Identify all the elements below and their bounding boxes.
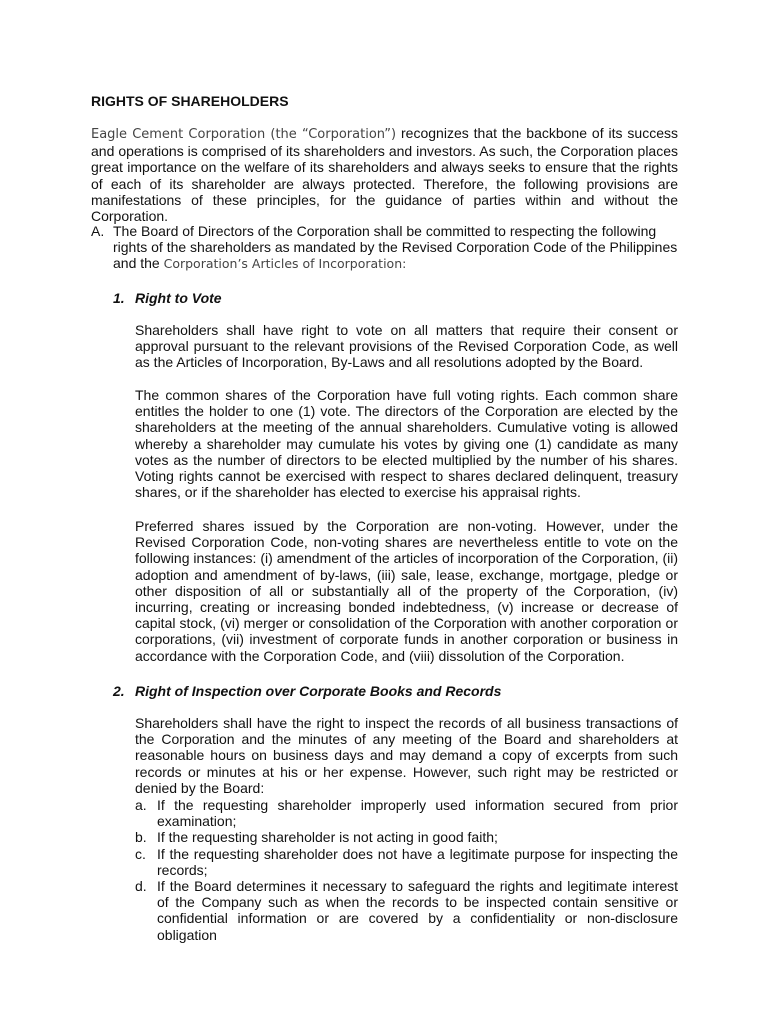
right-2-heading xyxy=(113,683,501,699)
section-a-body xyxy=(113,223,678,273)
page-title: RIGHTS OF SHAREHOLDERS xyxy=(91,93,289,109)
restriction-list xyxy=(135,797,678,943)
list-item-text: If the requesting shareholder is not acting in good faith; xyxy=(157,829,498,846)
list-item xyxy=(135,846,678,878)
right-2-number: 2. xyxy=(113,683,125,699)
list-item-text: If the requesting shareholder improperly used information secured from prior examination; xyxy=(157,797,678,830)
list-item-letter: c. xyxy=(135,845,146,862)
right-1-title: Right to Vote xyxy=(135,290,222,306)
right-1-paragraph-1: Shareholders shall have right to vote on all matters that require their consent or approval pursuant to the relevant provisions of the Revised Corporation Code, as well as the Articles of Incorporation, By-Laws and all resolutions adopted by the Board. xyxy=(135,322,678,371)
list-item-text: If the Board determines it necessary to safeguard the rights and legitimate interest of the Company such as when the records to be inspected contain sensitive or confidential information or are covered by a confidentiality or non-disclosure obligation xyxy=(157,878,678,943)
intro-text: recognizes that the backbone of its success and operations is comprised of its shareholders and investors. As such, the Corporation places great importance on the welfare of its shareholders and always seeks to ensure that the rights of each of its shareholder are always protected. Therefore, the following provisions are manifestations of these principles, for the guidance of parties within and without the Corporation. xyxy=(91,125,678,225)
list-item-text: If the requesting shareholder does not have a legitimate purpose for inspecting the records; xyxy=(157,845,678,878)
right-1-paragraph-3: Preferred shares issued by the Corporation are non-voting. However, under the Revised Corporation Code, non-voting shares are nevertheless entitle to vote on the following instances: (i) amendment of the articles of incorporation of the Corporation, (ii) adoption and amendment of by-laws, (iii) sale, lease, exchange, mortgage, pledge or other disposition of all or substantially all of the property of the Corporation, (iv) incurring, creating or increasing bonded indebtedness, (v) increase or decrease of capital stock, (vi) merger or consolidation of the Corporation with another corporation or corporations, (vii) investment of corporate funds in another corporation or business in accordance with the Corporation Code, and (viii) dissolution of the Corporation. xyxy=(135,518,678,664)
list-item-letter: b. xyxy=(135,829,147,846)
list-item xyxy=(135,797,678,829)
right-1-paragraph-2: The common shares of the Corporation have full voting rights. Each common share entitles the holder to one (1) vote. The directors of the Corporation are elected by the shareholders at the meeting of the annual shareholders. Cumulative voting is allowed whereby a shareholder may cumulate his votes by giving one (1) candidate as many votes as the number of directors to be elected multiplied by the number of his shares. Voting rights cannot be exercised with respect to shares declared delinquent, treasury shares, or if the shareholder has elected to exercise his appraisal rights. xyxy=(135,387,678,501)
intro-lead: Eagle Cement Corporation (the “Corporation”) xyxy=(91,127,397,142)
list-item-letter: d. xyxy=(135,878,147,895)
section-a xyxy=(91,223,678,273)
right-2-paragraph: Shareholders shall have the right to inspect the records of all business transactions of the Corporation and the minutes of any meeting of the Board and shareholders at reasonable hours on business days and may demand a copy of excerpts from such records or minutes at his or her expense. However, such right may be restricted or denied by the Board: xyxy=(135,715,678,796)
section-a-tail: Corporation’s Articles of Incorporation: xyxy=(163,256,407,272)
intro-paragraph xyxy=(91,125,678,224)
list-item-letter: a. xyxy=(135,797,147,813)
list-item xyxy=(135,829,678,845)
right-1-heading xyxy=(113,290,222,306)
section-a-marker: A. xyxy=(91,223,105,239)
right-2-title: Right of Inspection over Corporate Books and Records xyxy=(135,683,502,699)
right-1-number: 1. xyxy=(113,290,125,306)
section-a-text: The Board of Directors of the Corporation shall be committed to respecting the following rights of the shareholders as mandated by the Revised Corporation Code of the Philippines and the xyxy=(113,223,678,272)
list-item xyxy=(135,878,678,943)
